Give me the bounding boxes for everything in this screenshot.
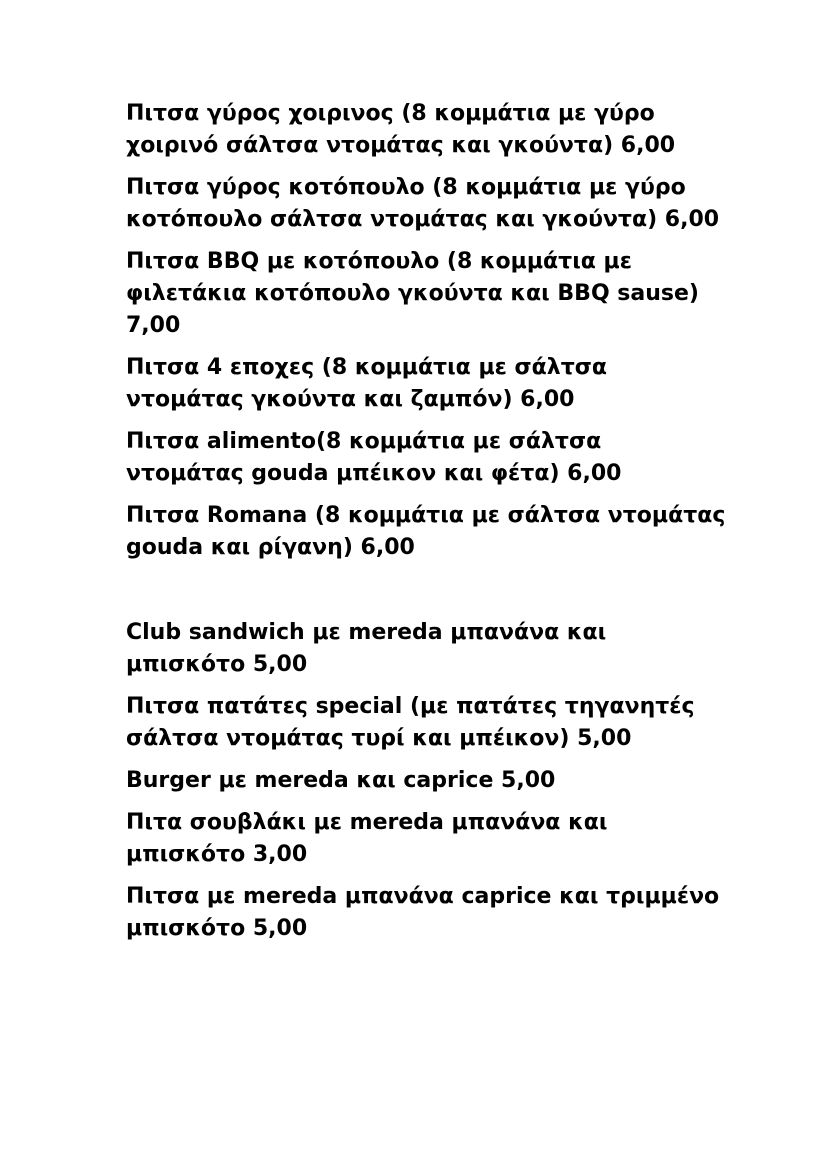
menu-item-burger: Burger με mereda και caprice 5,00	[126, 768, 556, 793]
menu-item-club-sandwich: Club sandwich με mereda μπανάνα και μπισκότο 5,00	[126, 620, 607, 677]
menu-document	[126, 98, 726, 955]
menu-item-pizza-bbq-chicken: Πιτσα BBQ με κοτόπουλο (8 κομμάτια με φιλετάκια κοτόπουλο γκούντα και BBQ sause) 7,00	[126, 249, 699, 338]
menu-item-pizza-4-seasons: Πιτσα 4 εποχες (8 κομμάτια με σάλτσα ντομάτας γκούντα και ζαμπόν) 6,00	[126, 355, 607, 412]
section-spacer	[126, 574, 726, 617]
menu-item-pita-souvlaki: Πιτα σουβλάκι με mereda μπανάνα και μπισκότο 3,00	[126, 810, 608, 867]
menu-item-pizza-gyros-chicken: Πιτσα γύρος κοτόπουλο (8 κομμάτια με γύρο κοτόπουλο σάλτσα ντομάτας και γκούντα) 6,00	[126, 175, 720, 232]
menu-item-pizza-fries-special: Πιτσα πατάτες special (με πατάτες τηγανητές σάλτσα ντομάτας τυρί και μπέικον) 5,00	[126, 694, 695, 751]
menu-item-pizza-alimento: Πιτσα alimento(8 κομμάτια με σάλτσα ντομάτας gouda μπέικον και φέτα) 6,00	[126, 429, 622, 486]
menu-item-pizza-romana: Πιτσα Romana (8 κομμάτια με σάλτσα ντομάτας gouda και ρίγανη) 6,00	[126, 503, 726, 560]
menu-item-pizza-mereda: Πιτσα με mereda μπανάνα caprice και τριμμένο μπισκότο 5,00	[126, 884, 720, 941]
menu-item-pizza-gyros-pork: Πιτσα γύρος χοιρινος (8 κομμάτια με γύρο χοιρινό σάλτσα ντομάτας και γκούντα) 6,00	[126, 101, 676, 158]
